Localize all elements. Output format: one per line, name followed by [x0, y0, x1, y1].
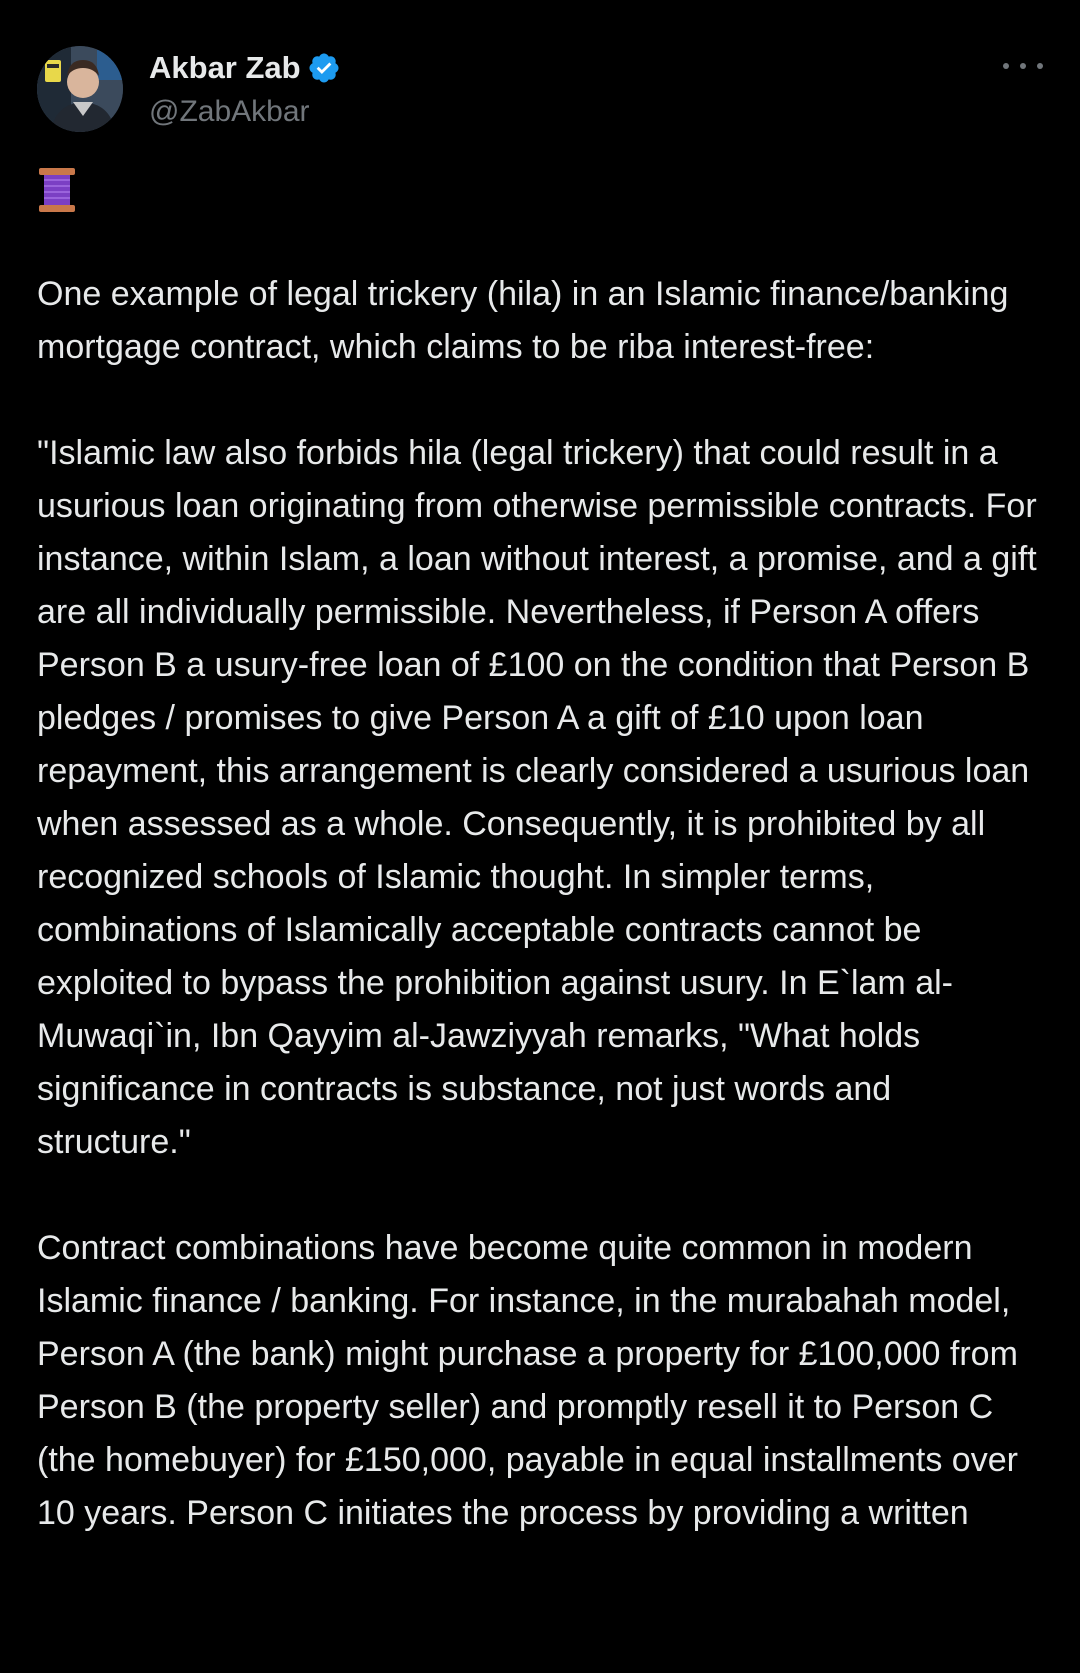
avatar[interactable]: [37, 46, 123, 132]
name-row: [149, 48, 341, 88]
tweet-paragraph: Contract combinations have become quite common in modern Islamic finance / banking. For instance, in the murabahah model, Person A (the bank) might purchase a property for £100,000 from Person B (the property seller) and promptly resell it to Person C (the homebuyer) for £150,000, payable in equal installments over 10 years. Person C initiates the process by providing a written: [37, 1229, 1028, 1532]
more-horizontal-icon[interactable]: [1003, 56, 1043, 76]
tweet-text: [37, 268, 1047, 1593]
more-dot: [1037, 63, 1043, 69]
display-name[interactable]: Akbar Zab: [149, 50, 301, 85]
tweet-paragraph: One example of legal trickery (hila) in an Islamic finance/banking mortgage contract, which claims to be riba interest-free:: [37, 275, 1018, 366]
verified-badge-icon[interactable]: [307, 51, 341, 85]
tweet-paragraph: "Islamic law also forbids hila (legal trickery) that could result in a usurious loan originating from otherwise permissible contracts. For instance, within Islam, a loan without interest, a promise, and a gift are all individually permissible. Nevertheless, if Person A offers Person B a usury-free loan of £100 on the condition that Person B pledges / promises to give Person A a gift of £10 upon loan repayment, this arrangement is clearly considered a usurious loan when assessed as a whole. Consequently, it is prohibited by all recognized schools of Islamic thought. In simpler terms, combinations of Islamically acceptable contracts cannot be exploited to bypass the prohibition against usury. In E`lam al-Muwaqi`in, Ibn Qayyim al-Jawziyyah remarks, "What holds significance in contracts is substance, not just words and structure.": [37, 434, 1047, 1161]
more-dot: [1003, 63, 1009, 69]
user-handle[interactable]: @ZabAkbar: [149, 95, 310, 128]
more-dot: [1020, 63, 1026, 69]
avatar-image: [37, 46, 123, 132]
tweet-header: [37, 46, 1043, 132]
thread-spool-icon: [37, 166, 77, 214]
